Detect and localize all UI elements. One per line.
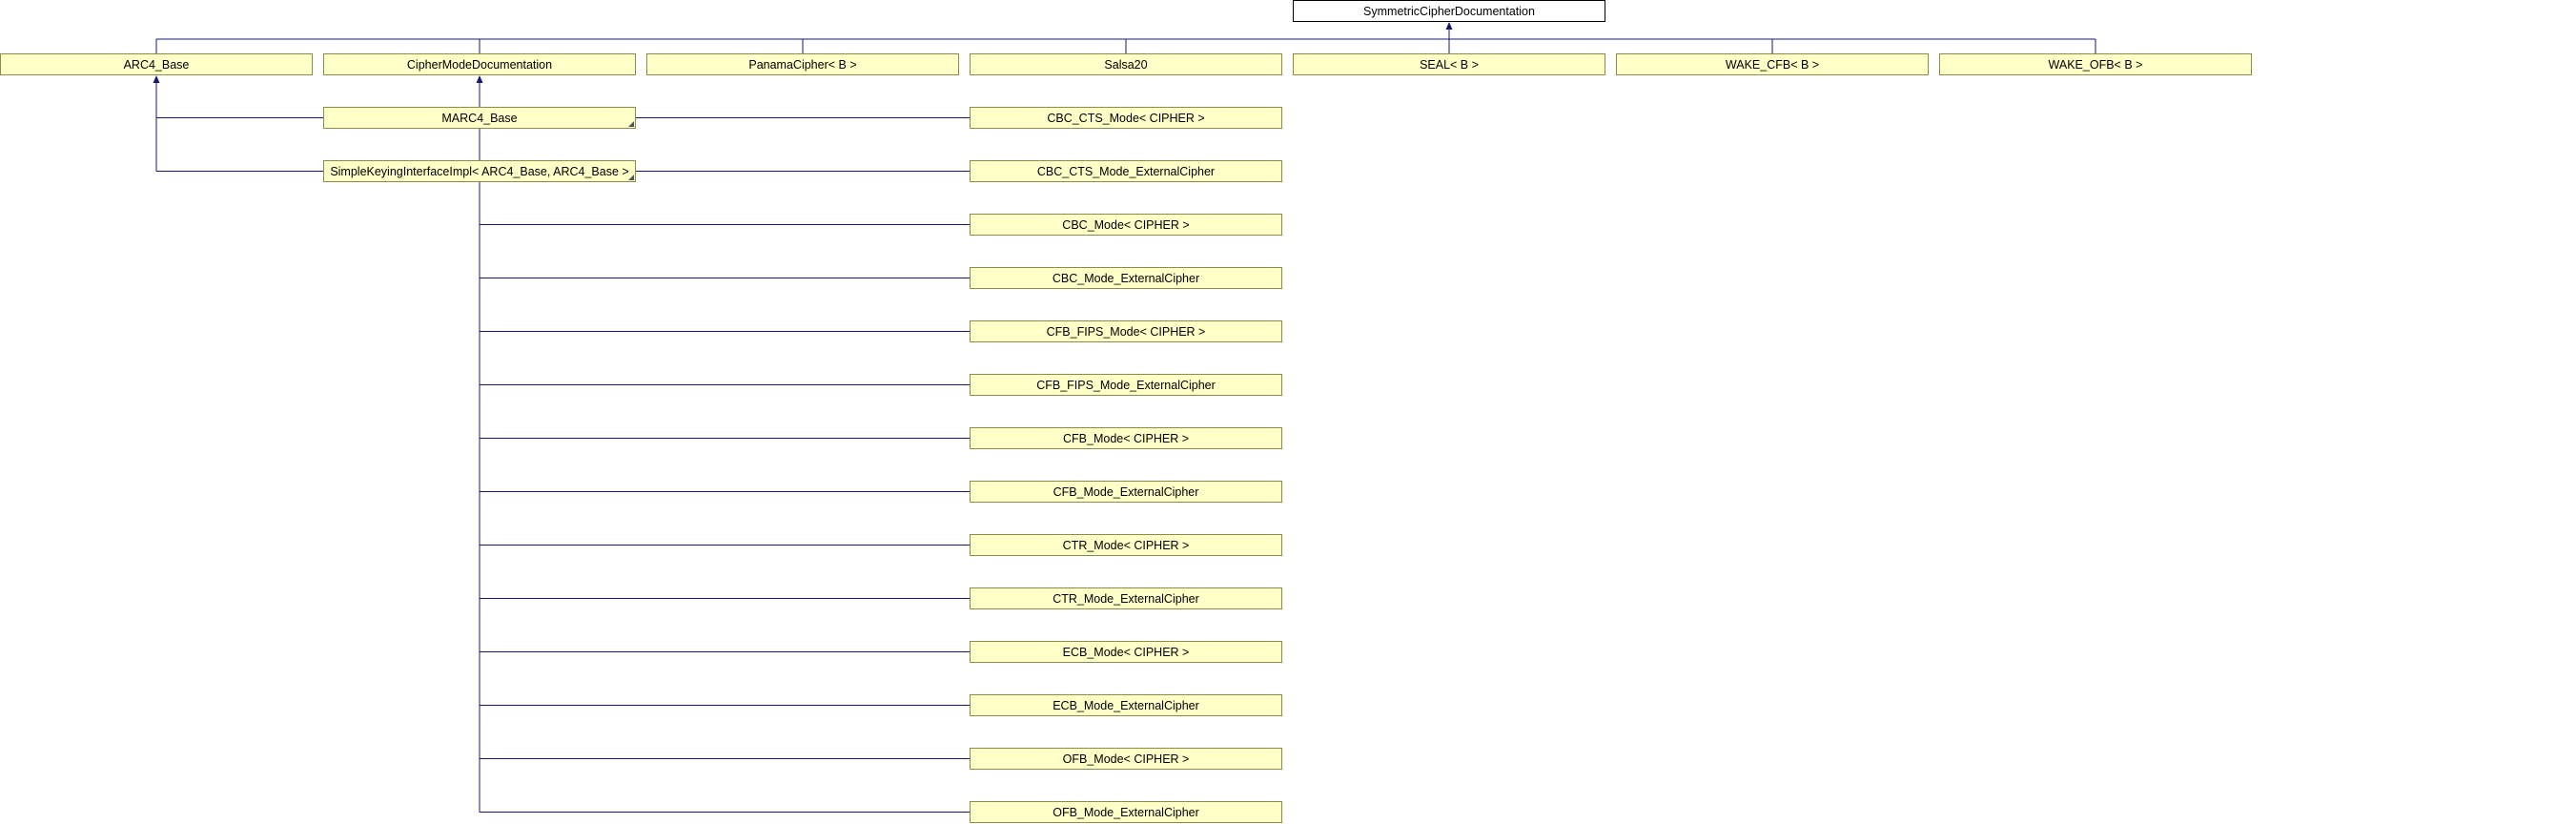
class-node-c10[interactable]: ECB_Mode< CIPHER > [970, 641, 1282, 663]
arrowhead-cmd [477, 75, 483, 83]
class-node-c13[interactable]: OFB_Mode_ExternalCipher [970, 801, 1282, 823]
class-node-c11[interactable]: ECB_Mode_ExternalCipher [970, 694, 1282, 716]
class-node-c0[interactable]: CBC_CTS_Mode< CIPHER > [970, 107, 1282, 129]
class-node-c8[interactable]: CTR_Mode< CIPHER > [970, 534, 1282, 556]
class-node-cmd[interactable]: CipherModeDocumentation [323, 53, 636, 75]
class-node-salsa20[interactable]: Salsa20 [970, 53, 1282, 75]
class-node-c4[interactable]: CFB_FIPS_Mode< CIPHER > [970, 320, 1282, 342]
class-node-c9[interactable]: CTR_Mode_ExternalCipher [970, 587, 1282, 609]
class-node-c12[interactable]: OFB_Mode< CIPHER > [970, 748, 1282, 770]
class-node-panama[interactable]: PanamaCipher< B > [646, 53, 959, 75]
class-node-seal[interactable]: SEAL< B > [1293, 53, 1605, 75]
arrowhead-arc4 [153, 75, 160, 83]
class-node-marc4[interactable]: MARC4_Base [323, 107, 636, 129]
class-node-c5[interactable]: CFB_FIPS_Mode_ExternalCipher [970, 374, 1282, 396]
arrowhead-root [1446, 22, 1453, 30]
class-node-c6[interactable]: CFB_Mode< CIPHER > [970, 427, 1282, 449]
class-node-symmetric: SymmetricCipherDocumentation [1293, 0, 1605, 22]
class-node-c7[interactable]: CFB_Mode_ExternalCipher [970, 481, 1282, 503]
class-node-wake_cfb[interactable]: WAKE_CFB< B > [1616, 53, 1929, 75]
class-node-arc4[interactable]: ARC4_Base [0, 53, 313, 75]
class-node-ski[interactable]: SimpleKeyingInterfaceImpl< ARC4_Base, ARC4_Base > [323, 160, 636, 182]
class-node-c2[interactable]: CBC_Mode< CIPHER > [970, 214, 1282, 236]
class-node-c3[interactable]: CBC_Mode_ExternalCipher [970, 267, 1282, 289]
class-node-c1[interactable]: CBC_CTS_Mode_ExternalCipher [970, 160, 1282, 182]
class-node-wake_ofb[interactable]: WAKE_OFB< B > [1939, 53, 2252, 75]
